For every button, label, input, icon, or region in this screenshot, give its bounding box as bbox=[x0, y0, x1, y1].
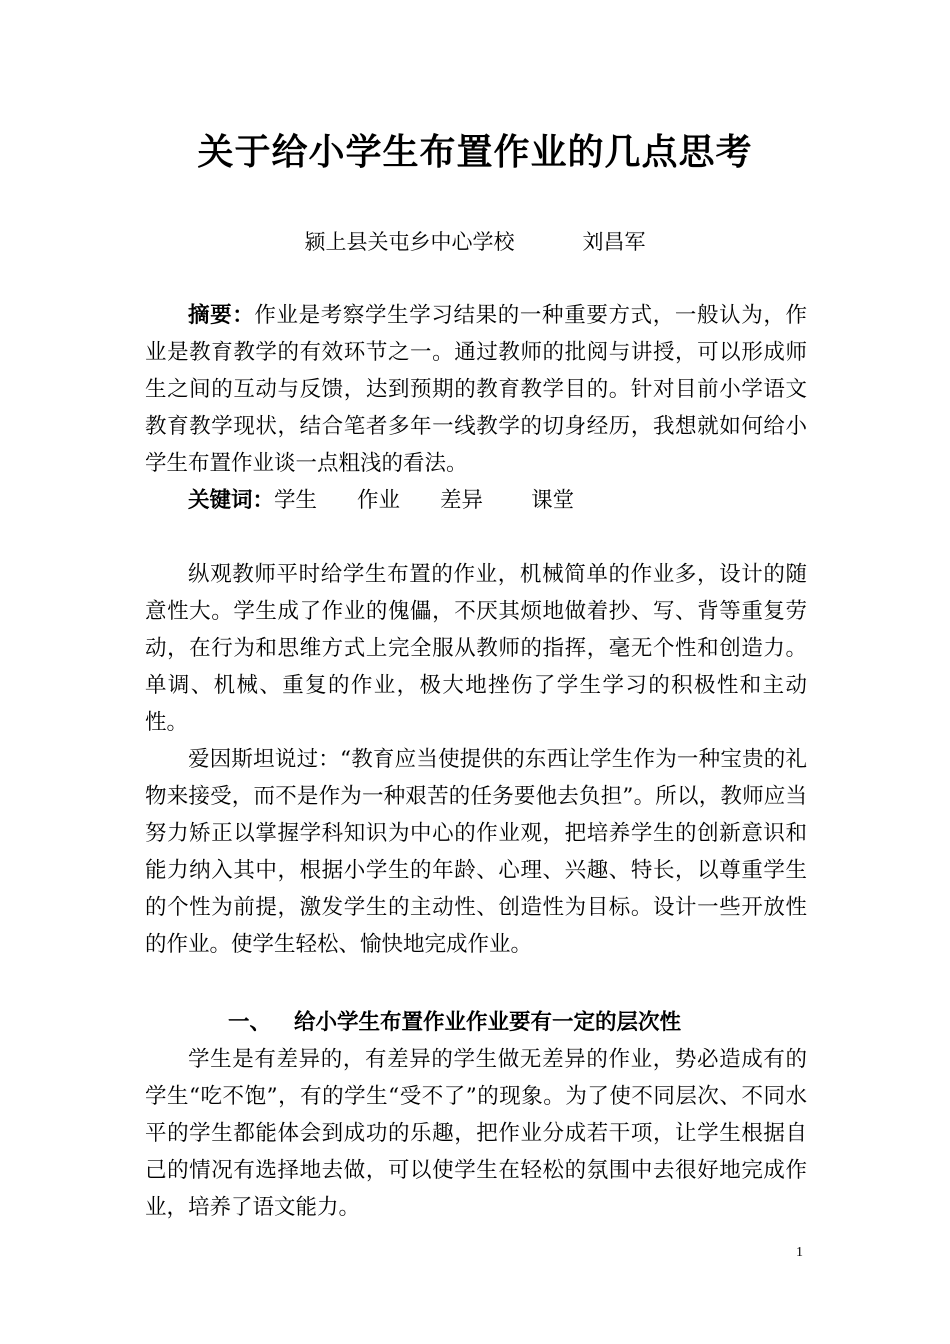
keywords-label: 关键词： bbox=[188, 488, 275, 513]
byline bbox=[0, 226, 950, 258]
abstract-label: 摘要： bbox=[188, 303, 255, 328]
abstract-text: 作业是考察学生学习结果的一种重要方式，一般认为，作业是教育教学的有效环节之一。通过教师的批阅与讲授，可以形成师生之间的互动与反馈，达到预期的教育教学目的。针对目前小学语文教育教学现状，结合笔者多年一线教学的切身经历，我想就如何给小学生布置作业谈一点粗浅的看法。 bbox=[145, 303, 807, 476]
section-number: 一、 bbox=[228, 1010, 272, 1035]
section-1-paragraph: 学生是有差异的，有差异的学生做无差异的作业，势必造成有的学生“吃不饱”，有的学生“受不了”的现象。为了使不同层次、不同水平的学生都能体会到成功的乐趣，把作业分成若干项，让学生根据自己的情况有选择地去做，可以使学生在轻松的氛围中去很好地完成作业，培养了语文能力。 bbox=[145, 1047, 807, 1220]
keyword-item: 作业 bbox=[357, 488, 401, 513]
keyword-item: 课堂 bbox=[531, 488, 575, 513]
keyword-item: 学生 bbox=[274, 488, 318, 513]
section-heading-1 bbox=[228, 1004, 681, 1041]
body-paragraph-1: 纵观教师平时给学生布置的作业，机械简单的作业多，设计的随意性大。学生成了作业的傀儡，不厌其烦地做着抄、写、背等重复劳动，在行为和思维方式上完全服从教师的指挥，毫无个性和创造力。单调、机械、重复的作业，极大地挫伤了学生学习的积极性和主动性。 bbox=[145, 562, 807, 735]
keyword-item: 差异 bbox=[440, 488, 484, 513]
keywords-line bbox=[145, 482, 807, 519]
body-paragraph-2: 爱因斯坦说过：“教育应当使提供的东西让学生作为一种宝贵的礼物来接受，而不是作为一种艰苦的任务要他去负担”。所以，教师应当努力矫正以掌握学科知识为中心的作业观，把培养学生的创新意识和能力纳入其中，根据小学生的年龄、心理、兴趣、特长，以尊重学生的个性为前提，激发学生的主动性、创造性为目标。设计一些开放性的作业。使学生轻松、愉快地完成作业。 bbox=[145, 747, 807, 957]
page-number: 1 bbox=[796, 1245, 803, 1260]
abstract-paragraph bbox=[145, 297, 807, 482]
school-name: 颍上县关屯乡中心学校 bbox=[304, 230, 515, 254]
author-name: 刘昌军 bbox=[582, 230, 646, 254]
document-title: 关于给小学生布置作业的几点思考 bbox=[197, 131, 753, 173]
section-title: 给小学生布置作业作业要有一定的层次性 bbox=[294, 1010, 682, 1035]
